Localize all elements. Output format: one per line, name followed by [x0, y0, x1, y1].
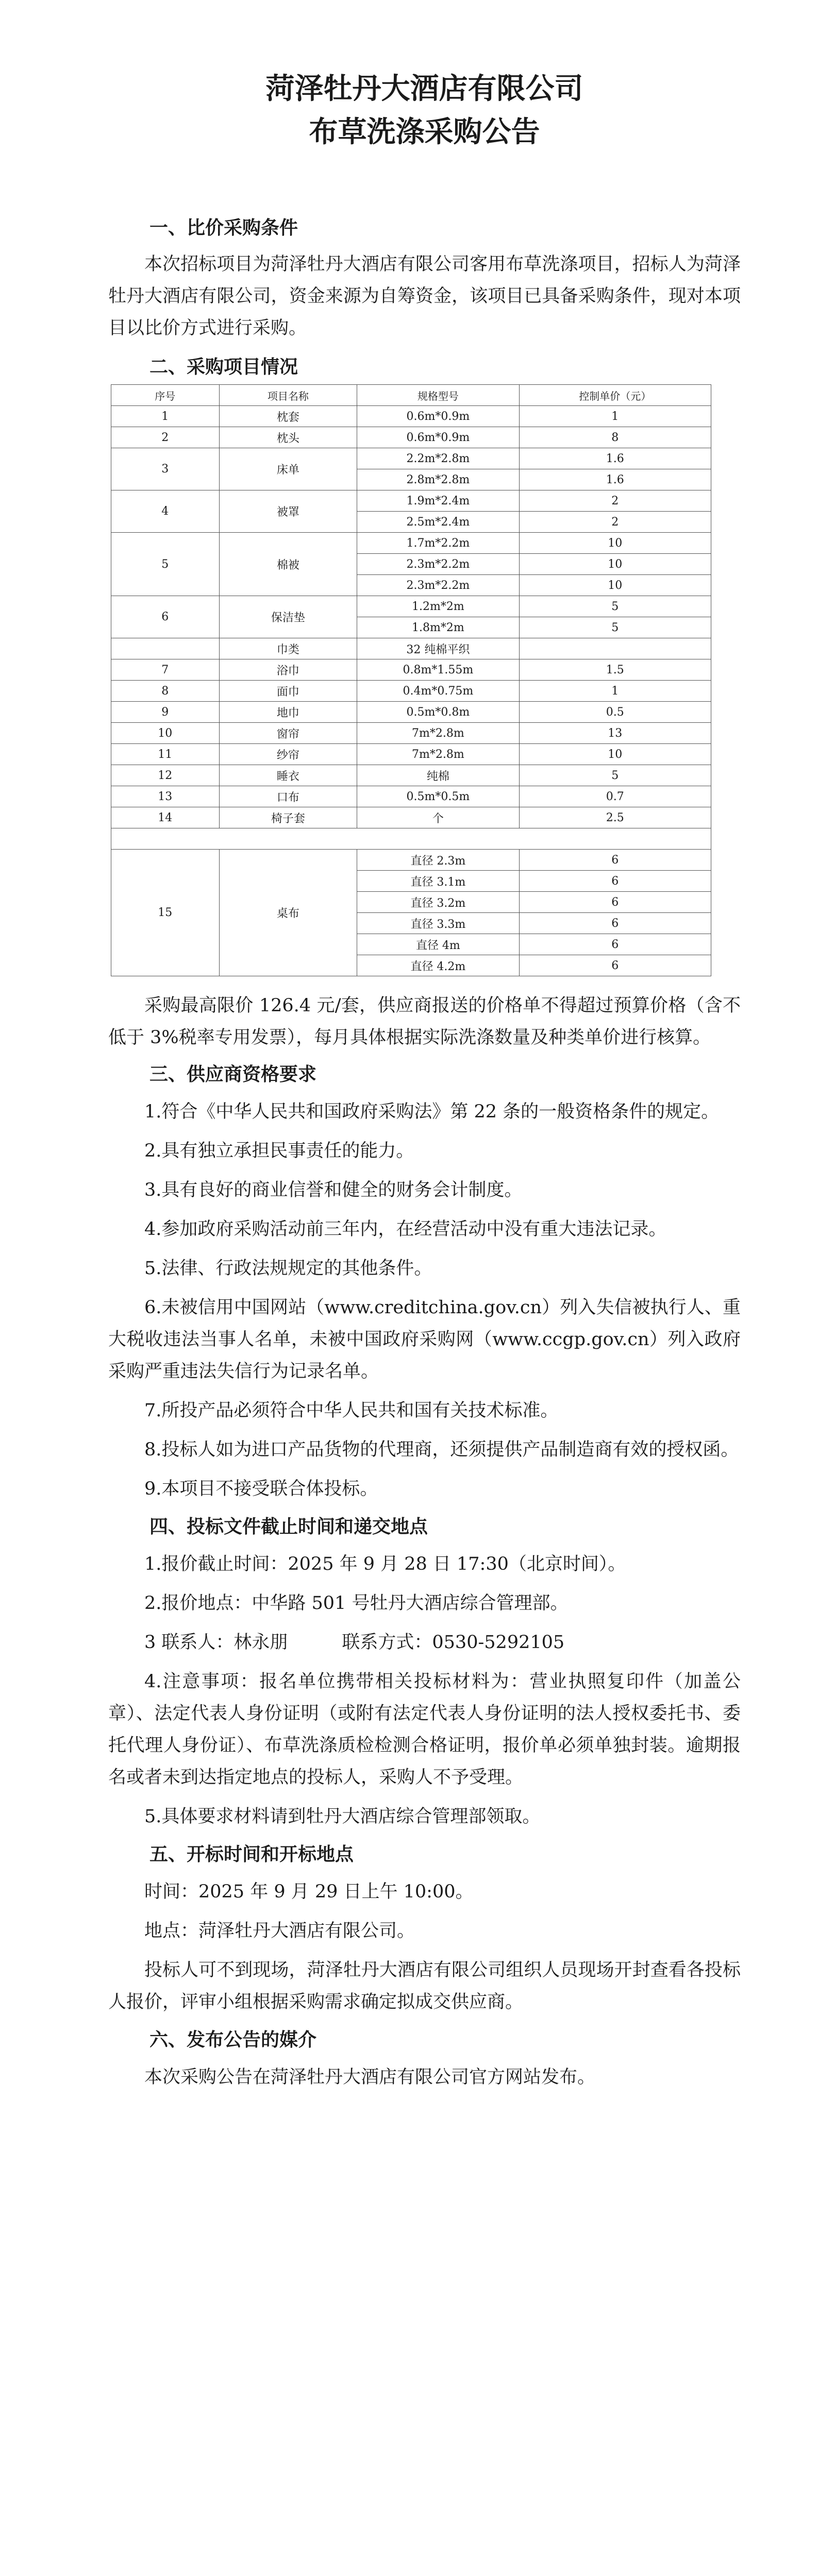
cell-spec: 0.8m*1.55m	[357, 659, 519, 681]
table-row	[111, 744, 711, 765]
list-item: 8.投标人如为进口产品货物的代理商，还须提供产品制造商有效的授权函。	[144, 1439, 739, 1460]
section6-text: 本次采购公告在菏泽牡丹大酒店有限公司官方网站发布。	[144, 2067, 596, 2088]
cell-price: 6	[519, 850, 711, 871]
cell-no: 11	[111, 744, 220, 765]
cell-name: 椅子套	[219, 807, 357, 828]
cell-name: 纱帘	[219, 744, 357, 765]
cell-no: 9	[111, 702, 220, 723]
cell-no: 1	[111, 406, 220, 427]
list-item: 地点：菏泽牡丹大酒店有限公司。	[144, 1921, 415, 1941]
cell-price: 6	[519, 955, 711, 976]
section3-heading: 三、供应商资格要求	[149, 1064, 317, 1085]
cell-price: 10	[519, 554, 711, 575]
cell-price: 6	[519, 892, 711, 913]
cell-name: 枕头	[219, 427, 357, 448]
cell-price: 8	[519, 427, 711, 448]
cell-name: 巾类	[219, 638, 357, 659]
list-item: 投标人可不到现场，菏泽牡丹大酒店有限公司组织人员现场开封查看各投标人报价，评审小组根据采购需求确定拟成交供应商。	[108, 1960, 741, 2012]
table-row	[111, 765, 711, 786]
cell-spec: 直径 3.1m	[357, 871, 519, 892]
cell-name: 枕套	[219, 406, 357, 427]
header-spec: 规格型号	[357, 385, 519, 406]
cell-price: 1.6	[519, 469, 711, 490]
cell-no: 4	[111, 490, 220, 533]
cell-no: 15	[111, 850, 220, 976]
section6-heading: 六、发布公告的媒介	[149, 2029, 317, 2050]
cell-spec: 0.5m*0.8m	[357, 702, 519, 723]
cell-price: 6	[519, 913, 711, 934]
cell-spec: 0.6m*0.9m	[357, 427, 519, 448]
table-row	[111, 490, 711, 512]
cell-spec: 0.4m*0.75m	[357, 681, 519, 702]
price-limit-text: 采购最高限价 126.4 元/套，供应商报送的价格单不得超过预算价格（含不低于 3%税率专用发票），每月具体根据实际洗涤数量及种类单价进行核算。	[108, 995, 741, 1048]
cell-name: 面巾	[219, 681, 357, 702]
table-row	[111, 427, 711, 448]
cell-name: 窗帘	[219, 723, 357, 744]
qualification-list	[108, 1096, 741, 1505]
cell-spec: 直径 4m	[357, 934, 519, 955]
cell-name: 桌布	[219, 850, 357, 976]
cell-price: 6	[519, 934, 711, 955]
table-row	[111, 448, 711, 469]
cell-spec: 2.3m*2.2m	[357, 554, 519, 575]
cell-price: 2.5	[519, 807, 711, 828]
table-row	[111, 596, 711, 617]
cell-name: 床单	[219, 448, 357, 490]
table-gap-row	[111, 828, 711, 850]
cell-name: 保洁垫	[219, 596, 357, 638]
table-row	[111, 638, 711, 659]
cell-spec: 2.2m*2.8m	[357, 448, 519, 469]
cell-spec: 7m*2.8m	[357, 723, 519, 744]
cell-spec: 直径 4.2m	[357, 955, 519, 976]
cell-price: 10	[519, 575, 711, 596]
table-row	[111, 533, 711, 554]
header-no: 序号	[111, 385, 220, 406]
table-row	[111, 786, 711, 807]
cell-name: 口布	[219, 786, 357, 807]
company-title: 菏泽牡丹大酒店有限公司	[265, 72, 583, 106]
cell-price: 10	[519, 744, 711, 765]
cell-price	[519, 638, 711, 659]
cell-name: 棉被	[219, 533, 357, 596]
cell-name: 浴巾	[219, 659, 357, 681]
cell-price: 6	[519, 871, 711, 892]
cell-price: 5	[519, 596, 711, 617]
items-body	[111, 406, 711, 976]
table-row	[111, 723, 711, 744]
cell-spec: 32 纯棉平织	[357, 638, 519, 659]
section4-heading: 四、投标文件截止时间和递交地点	[149, 1516, 428, 1537]
cell-spec: 1.9m*2.4m	[357, 490, 519, 512]
cell-no: 7	[111, 659, 220, 681]
cell-no: 10	[111, 723, 220, 744]
cell-price: 2	[519, 490, 711, 512]
table-row	[111, 659, 711, 681]
cell-price: 1	[519, 406, 711, 427]
list-item: 9.本项目不接受联合体投标。	[144, 1479, 378, 1499]
table-row	[111, 807, 711, 828]
list-item: 3 联系人：林永朋 联系方式：0530-5292105	[144, 1632, 565, 1653]
cell-price: 0.7	[519, 786, 711, 807]
cell-spec: 2.5m*2.4m	[357, 512, 519, 533]
list-item: 5.具体要求材料请到牡丹大酒店综合管理部领取。	[144, 1806, 541, 1827]
header-name: 项目名称	[219, 385, 357, 406]
procurement-items-table	[111, 384, 711, 976]
cell-spec: 0.6m*0.9m	[357, 406, 519, 427]
cell-price: 13	[519, 723, 711, 744]
opening-list	[108, 1876, 741, 2018]
cell-no: 8	[111, 681, 220, 702]
cell-spec: 直径 3.2m	[357, 892, 519, 913]
list-item: 1.符合《中华人民共和国政府采购法》第 22 条的一般资格条件的规定。	[144, 1101, 720, 1122]
list-item: 2.具有独立承担民事责任的能力。	[144, 1141, 414, 1161]
cell-price: 2	[519, 512, 711, 533]
header-price: 控制单价（元）	[519, 385, 711, 406]
list-item: 6.未被信用中国网站（www.creditchina.gov.cn）列入失信被执行人、重大税收违法当事人名单，未被中国政府采购网（www.ccgp.gov.cn）列入政府采购严重违法失信行为记录名单。	[108, 1297, 741, 1382]
gap-cell	[111, 828, 711, 850]
list-item: 3.具有良好的商业信誉和健全的财务会计制度。	[144, 1180, 523, 1200]
section1-text: 本次招标项目为菏泽牡丹大酒店有限公司客用布草洗涤项目，招标人为菏泽牡丹大酒店有限公司，资金来源为自筹资金，该项目已具备采购条件，现对本项目以比价方式进行采购。	[108, 254, 741, 338]
cell-spec: 2.3m*2.2m	[357, 575, 519, 596]
deadline-list	[108, 1548, 741, 1833]
list-item: 1.报价截止时间：2025 年 9 月 28 日 17:30（北京时间）。	[144, 1554, 626, 1574]
cell-no: 6	[111, 596, 220, 638]
cell-price: 1.6	[519, 448, 711, 469]
cell-price: 5	[519, 617, 711, 638]
cell-price: 10	[519, 533, 711, 554]
cell-spec: 2.8m*2.8m	[357, 469, 519, 490]
cell-spec: 个	[357, 807, 519, 828]
section2-heading: 二、采购项目情况	[149, 357, 298, 378]
cell-price: 0.5	[519, 702, 711, 723]
cell-spec: 1.7m*2.2m	[357, 533, 519, 554]
list-item: 7.所投产品必须符合中华人民共和国有关技术标准。	[144, 1400, 559, 1421]
cell-spec: 纯棉	[357, 765, 519, 786]
cell-spec: 1.2m*2m	[357, 596, 519, 617]
cell-no: 14	[111, 807, 220, 828]
list-item: 4.注意事项：报名单位携带相关投标材料为：营业执照复印件（加盖公章）、法定代表人身份证明（或附有法定代表人身份证明的法人授权委托书、委托代理人身份证）、布草洗涤质检检测合格证明，报价单必须单独封装。逾期报名或者未到达指定地点的投标人，采购人不予受理。	[108, 1671, 741, 1788]
table-row	[111, 702, 711, 723]
section1-heading: 一、比价采购条件	[149, 217, 298, 239]
table-row	[111, 406, 711, 427]
document-title: 布草洗涤采购公告	[309, 115, 540, 149]
list-item: 4.参加政府采购活动前三年内，在经营活动中没有重大违法记录。	[144, 1219, 667, 1240]
section5-heading: 五、开标时间和开标地点	[149, 1844, 354, 1865]
table-header-row	[111, 385, 711, 406]
list-item: 5.法律、行政法规规定的其他条件。	[144, 1258, 432, 1279]
table-row	[111, 850, 711, 871]
cell-price: 1	[519, 681, 711, 702]
list-item: 2.报价地点：中华路 501 号牡丹大酒店综合管理部。	[144, 1593, 569, 1614]
cell-spec: 1.8m*2m	[357, 617, 519, 638]
title-block	[108, 67, 741, 154]
cell-no: 2	[111, 427, 220, 448]
table-row	[111, 681, 711, 702]
cell-no: 5	[111, 533, 220, 596]
cell-no: 13	[111, 786, 220, 807]
cell-no: 3	[111, 448, 220, 490]
cell-spec: 0.5m*0.5m	[357, 786, 519, 807]
cell-price: 5	[519, 765, 711, 786]
cell-price: 1.5	[519, 659, 711, 681]
cell-name: 被罩	[219, 490, 357, 533]
cell-spec: 直径 3.3m	[357, 913, 519, 934]
cell-name: 睡衣	[219, 765, 357, 786]
cell-no: 12	[111, 765, 220, 786]
cell-name: 地巾	[219, 702, 357, 723]
cell-spec: 7m*2.8m	[357, 744, 519, 765]
list-item: 时间：2025 年 9 月 29 日上午 10:00。	[144, 1882, 474, 1902]
cell-spec: 直径 2.3m	[357, 850, 519, 871]
cell-no	[111, 638, 220, 659]
